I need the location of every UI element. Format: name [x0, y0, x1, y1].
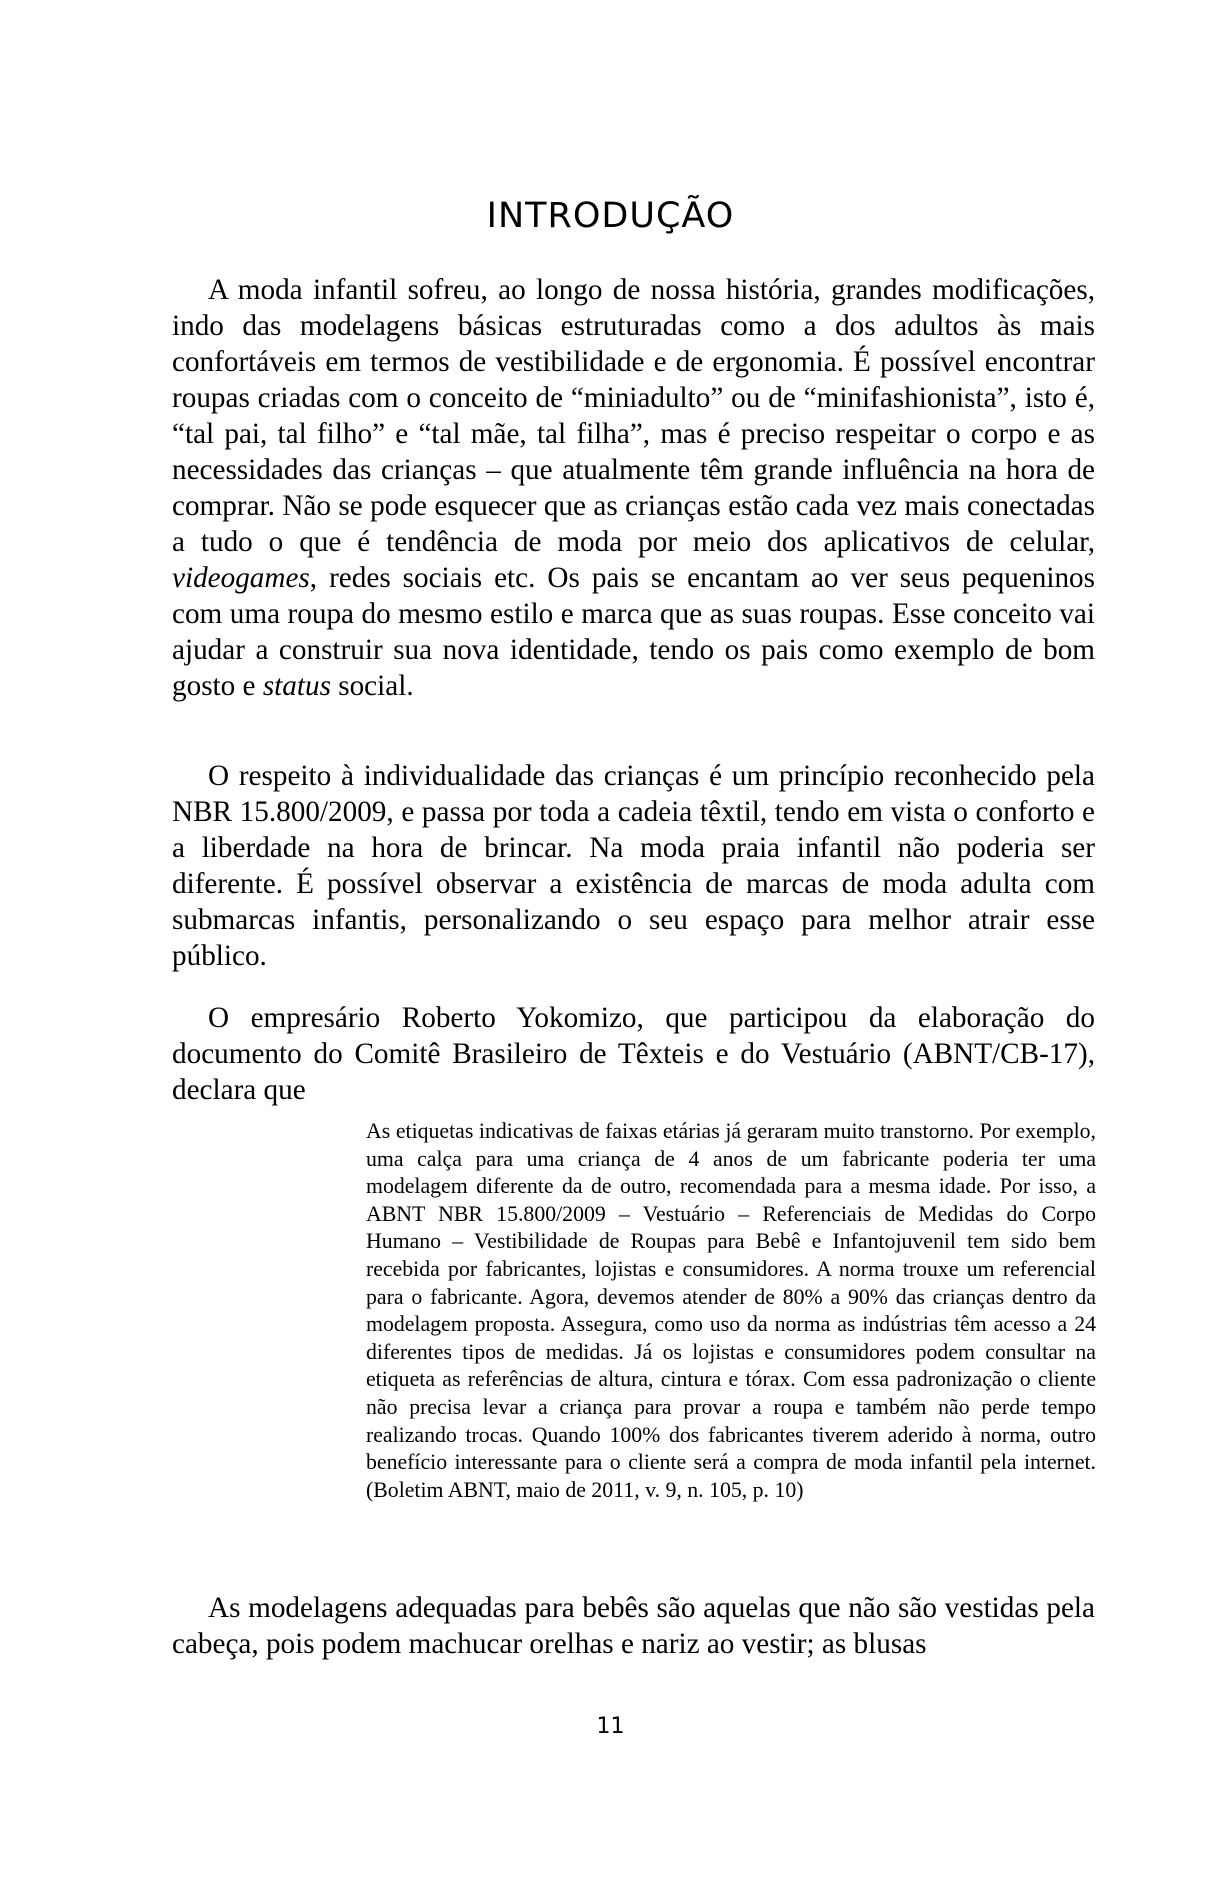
- paragraph-4: As modelagens adequadas para bebês são aquelas que não são vestidas pela cabeça, pois podem machucar orelhas e nariz ao vestir; as blusas: [172, 1592, 1095, 1660]
- body-section-3: [172, 1000, 1095, 1108]
- paragraph-1-italic-videogames: videogames: [172, 562, 310, 594]
- page-number: 11: [596, 1714, 625, 1739]
- paragraph-1-text-b: , redes sociais etc. Os pais se encantam ao ver seus pequeninos com uma roupa do mesmo estilo e marca que as suas roupas. Esse conceito vai ajudar a construir sua nova identidade, tendo os pais como exemplo de bom gosto e: [172, 562, 1095, 702]
- paragraph-2: O respeito à individualidade das crianças é um princípio reconhecido pela NBR 15.800/2009, e passa por toda a cadeia têxtil, tendo em vista o conforto e a liberdade na hora de brincar. Na moda praia infantil não poderia ser diferente. É possível observar a existência de marcas de moda adulta com submarcas infantis, personalizando o seu espaço para melhor atrair esse público.: [172, 760, 1095, 972]
- paragraph-1-italic-status: status: [262, 670, 331, 702]
- body-section-2: [172, 758, 1095, 974]
- page-title: INTRODUÇÃO: [486, 196, 735, 236]
- paragraph-1-text-c: social.: [330, 670, 414, 702]
- paragraph-3: O empresário Roberto Yokomizo, que participou da elaboração do documento do Comitê Brasileiro de Têxteis e do Vestuário (ABNT/CB-17), declara que: [172, 1002, 1095, 1106]
- body-section-1: [172, 272, 1095, 704]
- block-quote: As etiquetas indicativas de faixas etárias já geraram muito transtorno. Por exemplo, uma calça para uma criança de 4 anos de um fabricante poderia ter uma modelagem diferente da de outro, recomendada para a mesma idade. Por isso, a ABNT NBR 15.800/2009 – Vestuário – Referenciais de Medidas do Corpo Humano – Vestibilidade de Roupas para Bebê e Infantojuvenil tem sido bem recebida por fabricantes, lojistas e consumidores. A norma trouxe um referencial para o fabricante. Agora, devemos atender de 80% a 90% das crianças dentro da modelagem proposta. Assegura, como uso da norma as indústrias têm acesso a 24 diferentes tipos de medidas. Já os lojistas e consumidores podem consultar na etiqueta as referências de altura, cintura e tórax. Com essa padronização o cliente não precisa levar a criança para provar a roupa e também não perde tempo realizando trocas. Quando 100% dos fabricantes tiverem aderido à norma, outro benefício interessante para o cliente será a compra de moda infantil pela internet.(Boletim ABNT, maio de 2011, v. 9, n. 105, p. 10): [366, 1119, 1096, 1502]
- paragraph-1-text-a: A moda infantil sofreu, ao longo de nossa história, grandes modificações, indo das modelagens básicas estruturadas como a dos adultos às mais confortáveis em termos de vestibilidade e de ergonomia. É possível encontrar roupas criadas com o conceito de “miniadulto” ou de “minifashionista”, isto é, “tal pai, tal filho” e “tal mãe, tal filha”, mas é preciso respeitar o corpo e as necessidades das crianças – que atualmente têm grande influência na hora de comprar. Não se pode esquecer que as crianças estão cada vez mais conectadas a tudo o que é tendência de moda por meio dos aplicativos de celular,: [172, 274, 1095, 558]
- paragraph-1: [172, 272, 1095, 704]
- body-section-4: [172, 1590, 1095, 1662]
